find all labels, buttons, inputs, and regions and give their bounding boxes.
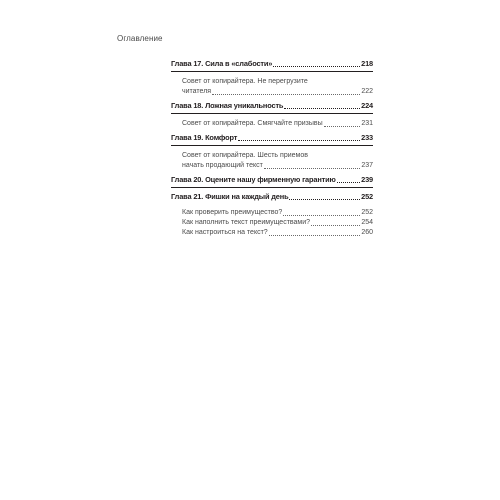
dot-leader xyxy=(337,182,360,183)
entry-page: 237 xyxy=(361,162,373,169)
toc-section-18 xyxy=(171,113,373,129)
chapter-title: Глава 19. Комфорт xyxy=(171,133,238,142)
running-header: Оглавление xyxy=(117,34,163,43)
toc-entry-line xyxy=(182,77,373,87)
chapter-page: 224 xyxy=(361,101,373,110)
dot-leader xyxy=(283,215,360,216)
toc-entry[interactable] xyxy=(182,228,373,238)
entry-title: Как проверить преимущество? xyxy=(182,209,283,216)
chapter-title: Глава 18. Ложная уникальность xyxy=(171,101,284,110)
entry-title: Совет от копирайтера. Не перегрузите xyxy=(182,78,308,85)
entry-page: 260 xyxy=(361,229,373,236)
dot-leader xyxy=(289,199,360,200)
chapter-page: 233 xyxy=(361,133,373,142)
chapter-page: 239 xyxy=(361,175,373,184)
entry-title: Совет от копирайтера. Смягчайте призывы xyxy=(182,120,323,127)
dot-leader xyxy=(238,140,360,141)
entry-title: начать продающий текст xyxy=(182,162,263,169)
toc-chapter-19[interactable] xyxy=(171,133,373,143)
dot-leader xyxy=(212,94,360,95)
toc-entry[interactable] xyxy=(182,119,373,129)
toc-chapter-20[interactable] xyxy=(171,175,373,185)
toc-section-19 xyxy=(171,145,373,171)
entry-page: 222 xyxy=(361,88,373,95)
dot-leader xyxy=(269,235,361,236)
dot-leader xyxy=(311,225,360,226)
entry-page: 231 xyxy=(361,120,373,127)
entry-title: Совет от копирайтера. Шесть приемов xyxy=(182,152,308,159)
chapter-page: 252 xyxy=(361,192,373,201)
toc-chapter-21[interactable] xyxy=(171,192,373,202)
entry-title: Как настроиться на текст? xyxy=(182,229,268,236)
dot-leader xyxy=(273,66,360,67)
toc-chapter-18[interactable] xyxy=(171,101,373,111)
toc-entry-line xyxy=(182,151,373,161)
entry-title: читателя xyxy=(182,88,212,95)
chapter-title: Глава 21. Фишки на каждый день xyxy=(171,192,289,201)
chapter-title: Глава 20. Оцените нашу фирменную гарантию xyxy=(171,175,336,184)
entry-page: 252 xyxy=(361,209,373,216)
dot-leader xyxy=(284,108,360,109)
toc-entry[interactable] xyxy=(182,161,373,171)
toc-section-21 xyxy=(171,204,373,238)
toc-entry[interactable] xyxy=(182,208,373,218)
toc-section-17 xyxy=(171,71,373,97)
dot-leader xyxy=(324,126,361,127)
chapter-title: Глава 17. Сила в «слабости» xyxy=(171,59,273,68)
chapter-page: 218 xyxy=(361,59,373,68)
dot-leader xyxy=(264,168,360,169)
table-of-contents xyxy=(171,59,373,238)
entry-page: 254 xyxy=(361,219,373,226)
entry-title: Как наполнить текст преимуществами? xyxy=(182,219,311,226)
toc-entry[interactable] xyxy=(182,218,373,228)
toc-entry[interactable] xyxy=(182,87,373,97)
toc-chapter-17[interactable] xyxy=(171,59,373,69)
